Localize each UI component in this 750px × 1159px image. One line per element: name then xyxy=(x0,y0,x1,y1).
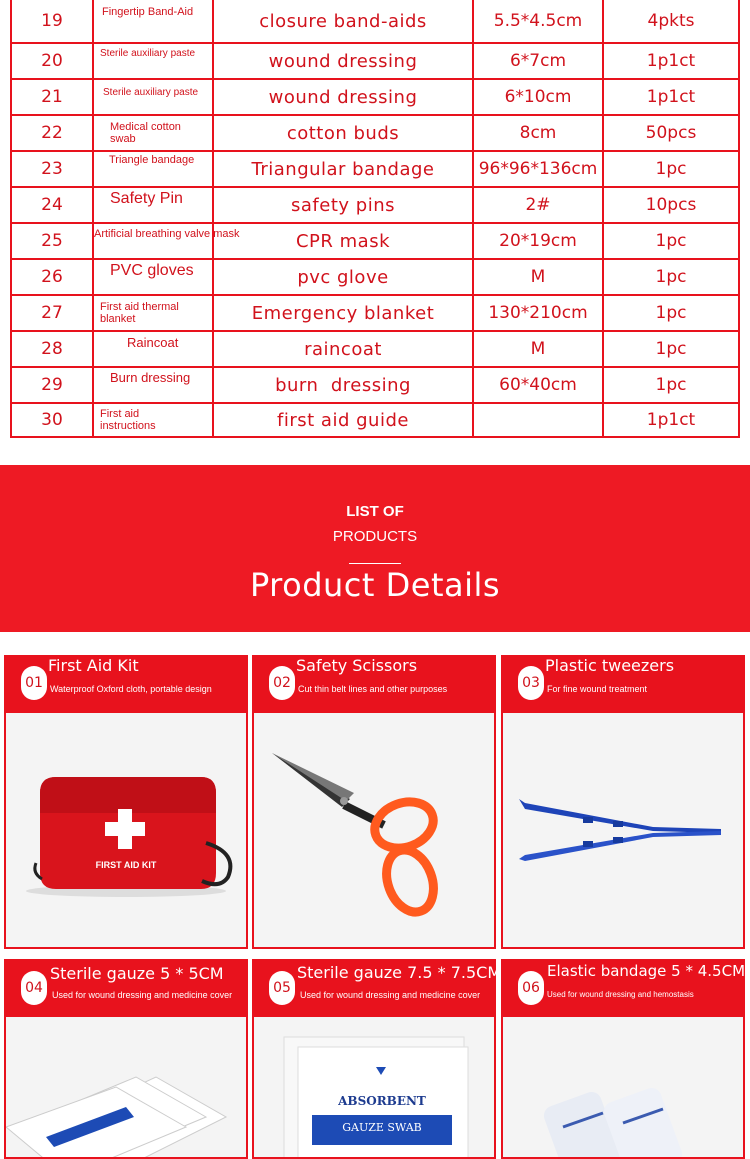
row-number: 21 xyxy=(12,80,94,114)
gauze-packet-image xyxy=(254,1017,494,1157)
product-card-first-aid-kit xyxy=(4,655,248,949)
card-header xyxy=(252,655,496,711)
card-subtitle: For fine wound treatment xyxy=(547,684,648,694)
row-english-name: Burn dressing xyxy=(94,368,214,402)
row-item-name: burn dressing xyxy=(214,368,474,402)
product-card-plastic-tweezers xyxy=(501,655,745,949)
row-quantity: 1pc xyxy=(655,303,687,323)
card-subtitle: Waterproof Oxford cloth, portable design xyxy=(50,684,212,694)
card-header xyxy=(4,959,248,1015)
row-quantity: 50pcs xyxy=(645,123,697,143)
row-number: 22 xyxy=(12,116,94,150)
row-quantity: 4pkts xyxy=(647,11,695,31)
row-quantity: 1p1ct xyxy=(646,87,696,107)
banner-title: Product Details xyxy=(249,566,501,604)
component-table xyxy=(10,0,740,438)
row-english-name: Safety Pin xyxy=(94,188,214,222)
table-row xyxy=(12,186,738,222)
table-row xyxy=(12,78,738,114)
bag-label-text: FIRST AID KIT xyxy=(95,860,157,870)
row-item-name: pvc glove xyxy=(214,260,474,294)
row-quantity: 1pc xyxy=(655,159,687,179)
row-spec xyxy=(474,404,604,436)
row-english-name: Sterile auxiliary paste xyxy=(94,80,214,114)
row-english-name: Raincoat xyxy=(94,332,214,366)
product-card-sterile-gauze-5 xyxy=(4,959,248,1159)
product-card-sterile-gauze-7-5 xyxy=(252,959,502,1159)
row-spec: 96*96*136cm xyxy=(474,152,604,186)
row-spec: 6*10cm xyxy=(474,80,604,114)
row-quantity: 1pc xyxy=(655,267,687,287)
row-item-name: safety pins xyxy=(214,188,474,222)
row-item-name: wound dressing xyxy=(214,80,474,114)
row-english-name: Triangle bandage xyxy=(94,152,214,186)
scissors-image xyxy=(254,713,494,947)
table-row xyxy=(12,222,738,258)
row-number: 23 xyxy=(12,152,94,186)
card-header xyxy=(501,959,745,1015)
table-row xyxy=(12,258,738,294)
row-number: 26 xyxy=(12,260,94,294)
row-number: 20 xyxy=(12,44,94,78)
row-spec: 6*7cm xyxy=(474,44,604,78)
banner-line1: LIST OF xyxy=(346,503,404,520)
card-title: Sterile gauze 7.5 * 7.5CM xyxy=(297,963,502,982)
table-row xyxy=(12,366,738,402)
row-english-name: Medical cotton swab xyxy=(94,116,214,150)
packet-label-text: ABSORBENT xyxy=(338,1094,426,1108)
product-card-elastic-bandage xyxy=(501,959,745,1159)
card-number: 06 xyxy=(518,971,544,1005)
banner-divider xyxy=(349,563,401,564)
row-english-name: First aid thermal blanket xyxy=(94,296,214,330)
bandage-rolls-image xyxy=(503,1017,743,1157)
row-spec: 130*210cm xyxy=(474,296,604,330)
table-row xyxy=(12,294,738,330)
row-item-name: cotton buds xyxy=(214,116,474,150)
card-number: 05 xyxy=(269,971,295,1005)
card-subtitle: Used for wound dressing and medicine cover xyxy=(52,990,233,1000)
row-number: 19 xyxy=(12,0,94,42)
card-title: Sterile gauze 5 * 5CM xyxy=(50,964,224,983)
row-english-name: Artificial breathing valve mask xyxy=(94,224,214,258)
row-number: 24 xyxy=(12,188,94,222)
row-quantity: 1pc xyxy=(655,231,687,251)
card-header xyxy=(501,655,745,711)
card-header xyxy=(4,655,248,711)
row-item-name: CPR mask xyxy=(214,224,474,258)
product-card-safety-scissors xyxy=(252,655,496,949)
row-spec: M xyxy=(474,260,604,294)
banner-line2: PRODUCTS xyxy=(332,528,418,545)
row-number: 29 xyxy=(12,368,94,402)
first-aid-kit-image xyxy=(6,713,246,947)
row-item-name: raincoat xyxy=(214,332,474,366)
row-quantity: 1p1ct xyxy=(646,51,696,71)
card-subtitle: Used for wound dressing and hemostasis xyxy=(547,990,694,999)
table-row xyxy=(12,114,738,150)
row-quantity: 1pc xyxy=(655,375,687,395)
row-number: 30 xyxy=(12,404,94,436)
row-spec: 60*40cm xyxy=(474,368,604,402)
row-english-name: Sterile auxiliary paste xyxy=(94,44,214,78)
card-title: Safety Scissors xyxy=(296,656,418,675)
table-row xyxy=(12,402,738,436)
card-header xyxy=(252,959,502,1015)
card-number: 01 xyxy=(21,666,47,700)
row-quantity: 1pc xyxy=(655,339,687,359)
row-spec: M xyxy=(474,332,604,366)
card-title: Elastic bandage 5 * 4.5CM xyxy=(547,962,746,980)
gauze-packets-image xyxy=(6,1017,246,1157)
row-number: 27 xyxy=(12,296,94,330)
table-row xyxy=(12,150,738,186)
row-item-name: wound dressing xyxy=(214,44,474,78)
card-number: 03 xyxy=(518,666,544,700)
row-item-name: first aid guide xyxy=(214,404,474,436)
table-row xyxy=(12,0,738,42)
packet-band-text: GAUZE SWAB xyxy=(342,1121,422,1134)
row-english-name: PVC gloves xyxy=(94,260,214,294)
row-item-name: closure band-aids xyxy=(214,0,474,42)
row-quantity: 10pcs xyxy=(645,195,697,215)
row-english-name: First aid instructions xyxy=(94,404,214,436)
row-spec: 2# xyxy=(474,188,604,222)
row-spec: 5.5*4.5cm xyxy=(474,0,604,42)
row-item-name: Triangular bandage xyxy=(214,152,474,186)
card-subtitle: Cut thin belt lines and other purposes xyxy=(298,684,448,694)
row-english-name: Fingertip Band-Aid xyxy=(94,0,214,42)
section-banner xyxy=(0,465,750,632)
row-spec: 8cm xyxy=(474,116,604,150)
row-spec: 20*19cm xyxy=(474,224,604,258)
card-title: Plastic tweezers xyxy=(545,656,675,675)
card-number: 04 xyxy=(21,971,47,1005)
tweezers-image xyxy=(503,713,743,947)
row-number: 28 xyxy=(12,332,94,366)
card-title: First Aid Kit xyxy=(48,656,139,675)
row-quantity: 1p1ct xyxy=(646,410,696,430)
table-row xyxy=(12,42,738,78)
card-number: 02 xyxy=(269,666,295,700)
card-subtitle: Used for wound dressing and medicine cover xyxy=(300,990,481,1000)
table-row xyxy=(12,330,738,366)
row-item-name: Emergency blanket xyxy=(214,296,474,330)
row-number: 25 xyxy=(12,224,94,258)
